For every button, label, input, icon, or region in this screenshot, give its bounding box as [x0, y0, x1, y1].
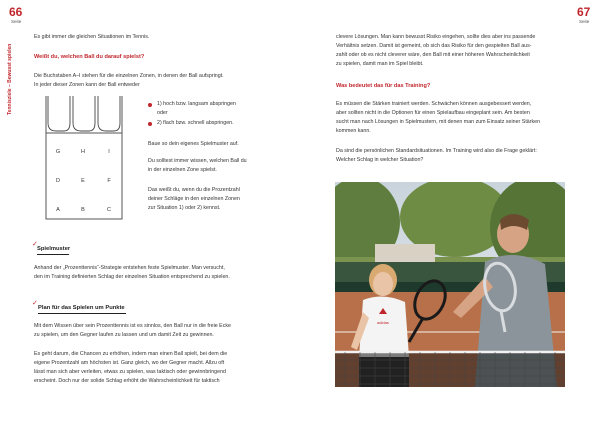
heading-training: Was bedeutet das für das Training? — [336, 83, 431, 89]
r-para2-line4: kommen kann. — [336, 128, 371, 134]
heading-ball: Weißt du, welchen Ball du darauf spielst? — [34, 54, 145, 60]
bullet-icon — [148, 122, 152, 126]
side-text2-l2: in der einzelnen Zone spielst. — [148, 167, 217, 173]
page-label-right: Seite — [579, 19, 590, 24]
para4-line3: lässt man sich aber verleiten, etwas zu spielen, was taktisch oder gewinnbringend — [34, 369, 226, 375]
zone-f: F — [107, 178, 111, 184]
option2: 2) flach bzw. schnell abspringen. — [157, 120, 234, 126]
zone-d: D — [56, 178, 60, 184]
heading-plan: Plan für das Spielen um Punkte — [38, 305, 125, 311]
para1-line1: Die Buchstaben A–I stehen für die einzelnen Zonen, in denen der Ball aufspringt. — [34, 73, 224, 79]
side-text3-l1: Das weißt du, wenn du die Prozentzahl — [148, 187, 240, 193]
para4-line1: Es geht darum, die Chancen zu erhöhen, indem man einen Ball spielt, bei dem die — [34, 351, 228, 357]
court-diagram — [34, 95, 134, 221]
r-para2-line1: Es müssen die Stärken trainiert werden. Schwächen können ausgebessert werden, — [336, 101, 532, 107]
r-para2-line2: aber sollten nicht in die Optionen für einen Spielaufbau eingeplant sein. Am besten — [336, 110, 530, 116]
intro-text: Es gibt immer die gleichen Situationen im Tennis. — [34, 34, 150, 40]
check-icon: ✓ — [32, 241, 38, 248]
para2-line2: den im Training definierten Schlag der einzelnen Situation entsprechend zu spielen. — [34, 274, 230, 280]
heading-spielmuster: Spielmuster — [37, 246, 71, 252]
tennis-photo — [335, 182, 565, 387]
option1: 1) hoch bzw. langsam abspringen — [157, 101, 236, 107]
zone-g: G — [55, 149, 61, 155]
para1-line2: In jeder dieser Zonen kann der Ball entweder — [34, 82, 140, 88]
para4-line4: erscheint. Doch nur der solide Schlag erhöht die Wahrscheinlichkeit für taktisch — [34, 378, 220, 384]
bullet-icon — [148, 103, 152, 107]
r-para3-line2: Welcher Schlag in welcher Situation? — [336, 157, 424, 163]
zone-a: A — [56, 207, 60, 213]
zone-e: E — [81, 178, 85, 184]
side-text2-l1: Du solltest immer wissen, welchen Ball du — [148, 158, 247, 164]
zone-c: C — [107, 207, 111, 213]
page-number-right: 67 — [577, 5, 591, 19]
side-text3-l2: deiner Schläge in den einzelnen Zonen — [148, 196, 240, 202]
para3-line2: zu spielen, um den Gegner laufen zu lassen und um damit Zeit zu gewinnen. — [34, 332, 214, 338]
option-or: oder — [157, 110, 168, 116]
para2-line1: Anhand der „Prozenttennis“-Strategie entstehen feste Spielmuster. Man versucht, — [34, 265, 225, 271]
check-icon: ✓ — [32, 300, 38, 307]
r-para1-line1: clevere Lösungen. Man kann bewusst Risiko eingehen, sollte dies aber ins passende — [336, 34, 536, 40]
shirt-brand: adidas — [377, 320, 389, 325]
zone-h: H — [81, 149, 85, 155]
page-number-left: 66 — [9, 5, 23, 19]
page-label-left: Seite — [11, 19, 22, 24]
side-text3-l3: zur Situation 1) oder 2) kennst. — [148, 205, 221, 211]
side-tab — [7, 40, 17, 115]
r-para2-line3: sucht man nach Lösungen in Spielmustern, mit denen man zum Einsatz seiner Stärken — [336, 119, 541, 125]
underline — [38, 313, 126, 314]
r-para1-line2: Verhältnis setzen. Damit ist gemeint, ob sich das Risiko für den gespielten Ball aus- — [336, 43, 532, 49]
r-para1-line3: zahlt oder ob es nicht cleverer wäre, den Ball mit einer höheren Wahrscheinlichkeit — [336, 52, 530, 58]
para4-line2: eigene Prozentzahl am höchsten ist. Ganz gleich, wo der Gegner macht. Allzu oft — [34, 360, 225, 366]
underline — [37, 254, 69, 255]
para3-line1: Mit dem Wissen über sein Prozenttennis ist es sinnlos, den Ball nur in die freie Ecke — [34, 323, 231, 329]
side-tab-label: Tennisziele – Bewusst spielen — [7, 43, 13, 115]
r-para1-line4: zu spielen, damit man im Spiel bleibt. — [336, 61, 424, 67]
zone-b: B — [81, 207, 85, 213]
side-text1: Baue so dein eigenes Spielmuster auf. — [148, 141, 239, 147]
right-page — [300, 0, 600, 423]
r-para3-line1: Da sind die persönlichen Standardsituationen. Im Training wird also die Frage geklärt: — [336, 148, 537, 154]
zone-i: I — [108, 149, 110, 155]
